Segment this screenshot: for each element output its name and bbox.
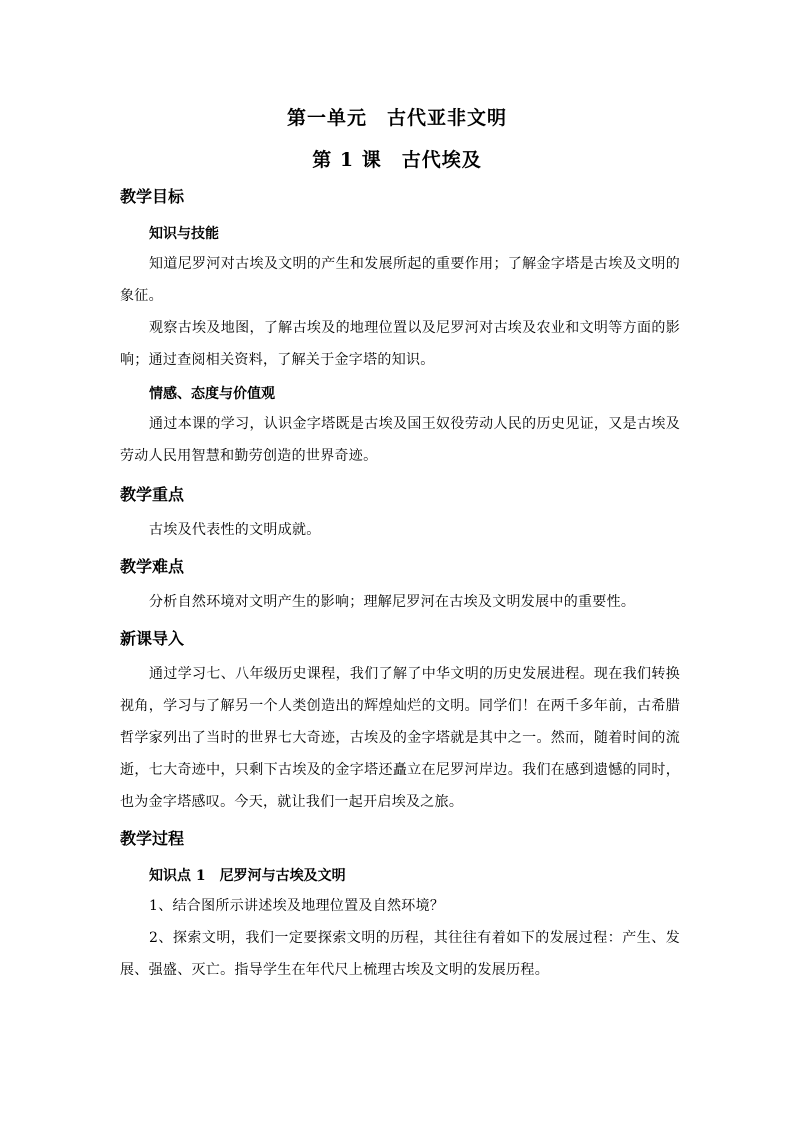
process-item-2: 2、探索文明，我们一定要探索文明的历程，其往往有着如下的发展过程：产生、发展、强盛、灭亡。指导学生在年代尺上梳理古埃及文明的发展历程。	[120, 930, 680, 978]
introduction-text: 通过学习七、八年级历史课程，我们了解了中华文明的历史发展进程。现在我们转换视角，学习与了解另一个人类创造出的辉煌灿烂的文明。同学们！在两千多年前，古希腊哲学家列出了当时的世界七大奇迹，古埃及的金字塔就是其中之一。然而，随着时间的流逝，七大奇迹中，只剩下古埃及的金字塔还矗立在尼罗河岸边。我们在感到遗憾的同时，也为金字塔感叹。今天，就让我们一起开启埃及之旅。	[120, 666, 680, 810]
difficulties-heading: 教学难点	[120, 557, 185, 576]
objectives-heading: 教学目标	[120, 187, 185, 206]
key-points-heading: 教学重点	[120, 485, 185, 504]
emotion-heading: 情感、态度与价值观	[149, 386, 275, 402]
skills-paragraph-2: 观察古埃及地图，了解古埃及的地理位置以及尼罗河对古埃及农业和文明等方面的影响；通过查阅相关资料，了解关于金字塔的知识。	[120, 320, 680, 368]
key-points-text: 古埃及代表性的文明成就。	[149, 522, 321, 538]
unit-title: 第一单元 古代亚非文明	[286, 107, 507, 129]
knowledge-point-1-heading: 知识点 1 尼罗河与古埃及文明	[149, 868, 346, 884]
skills-paragraph-1: 知道尼罗河对古埃及文明的产生和发展所起的重要作用；了解金字塔是古埃及文明的象征。	[120, 256, 680, 304]
document-body	[120, 186, 680, 986]
difficulties-text: 分析自然环境对文明产生的影响；理解尼罗河在古埃及文明发展中的重要性。	[149, 594, 636, 610]
process-item-1: 1、结合图所示讲述埃及地理位置及自然环境？	[149, 898, 445, 914]
process-heading: 教学过程	[120, 829, 185, 848]
lesson-title: 第 1 课 古代埃及	[312, 149, 482, 171]
skills-heading: 知识与技能	[149, 226, 219, 242]
introduction-heading: 新课导入	[120, 629, 185, 648]
emotion-paragraph: 通过本课的学习，认识金字塔既是古埃及国王奴役劳动人民的历史见证，又是古埃及劳动人民用智慧和勤劳创造的世界奇迹。	[120, 416, 680, 464]
